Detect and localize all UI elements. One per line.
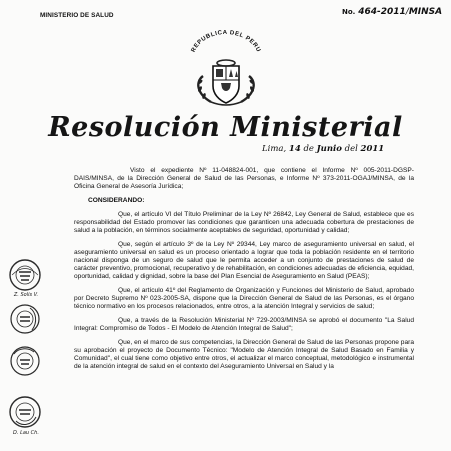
crest-caption: REPUBLICA DEL PERU — [190, 30, 262, 54]
paragraph-2: Que, según el artículo 3º de la Ley Nº 29344, Ley marco de aseguramiento universal en salud, el aseguramiento universal en salud es un proceso orientado a lograr que toda la población residente en el territorio nacional disponga de un seguro de salud que le permita acceder a un conjunto de prestaciones de salud de carácter preventivo, promocional, recuperativo y de rehabilitación, en condiciones adecuadas de eficiencia, equidad, oportunidad, calidad y dignidad, sobre la base del Plan Esencial de Aseguramiento en Salud (PEAS); — [74, 241, 414, 280]
date-de: de — [303, 144, 314, 154]
approval-seal-icon — [8, 258, 42, 292]
svg-text:REPUBLICA DEL PERU — [191, 30, 262, 53]
document-number-prefix: No. — [342, 8, 356, 16]
ministry-heading: MINISTERIO DE SALUD — [40, 12, 114, 19]
paragraph-4: Que, a través de la Resolución Ministerial Nº 729-2003/MINSA se aprobó el documento "La Salud Integral: Compromiso de Todos - El Modelo de Atención Integral de Salud"; — [74, 317, 414, 332]
paragraph-5: Que, en el marco de sus competencias, la Dirección General de Salud de las Personas propone para su aprobación el proyecto de Documento Técnico: "Modelo de Atención Integral de Salud Basado en Familia y Comunidad", el cual tiene como objetivo entre otros, el actualizar el marco conceptual, metodológico e instrumental de la atención integral de salud en el contexto del Aseguramiento Universal en Salud y la — [74, 339, 414, 370]
approval-seal-icon — [8, 302, 42, 336]
date-month: Junio — [316, 144, 342, 154]
date-place: Lima, — [262, 144, 287, 154]
date-day: 14 — [288, 144, 301, 154]
paragraph-1: Que, el artículo VI del Título Preliminar de la Ley Nº 26842, Ley General de Salud, establece que es responsabilidad del Estado promover las condiciones que garanticen una adecuada cobertura de prestaciones de salud a la población, en términos socialmente aceptables de seguridad, oportunidad y calidad; — [74, 211, 414, 234]
document-number-suffix: MINSA — [408, 7, 443, 17]
date-del: del — [344, 144, 358, 154]
visto-paragraph: Visto el expediente Nº 11-048824-001, que contiene el Informe Nº 005-2011-DGSP-DAIS/MINSA, de la Dirección General de Salud de las Personas, e Informe Nº 373-2011-OGAJ/MINSA, de la Oficina General de Asesoría Jurídica; — [74, 167, 414, 190]
approval-seal-icon — [8, 344, 42, 378]
seal-initials-1: Z. Solis V. — [13, 292, 39, 298]
document-title: Resolución Ministerial — [48, 112, 403, 143]
document-number: No. 464-2011/MINSA — [342, 7, 443, 17]
document-body — [74, 167, 414, 377]
paragraph-3: Que, el artículo 41º del Reglamento de Organización y Funciones del Ministerio de Salud, aprobado por Decreto Supremo Nº 023-2005-SA, dispone que la Dirección General de Salud de las Personas, es el órgano técnico normativo en los procesos relacionados, entre otros, a la atención Integral y servicios de salud; — [74, 287, 414, 310]
date-year: 2011 — [360, 144, 385, 154]
seal-initials-4: D. Lau Ch. — [13, 430, 39, 436]
approval-seal-icon — [8, 395, 42, 429]
coat-of-arms-icon — [183, 30, 269, 110]
document-date — [262, 144, 384, 154]
considerando-heading: CONSIDERANDO: — [88, 197, 145, 204]
document-number-value: 464-2011 — [358, 7, 406, 17]
